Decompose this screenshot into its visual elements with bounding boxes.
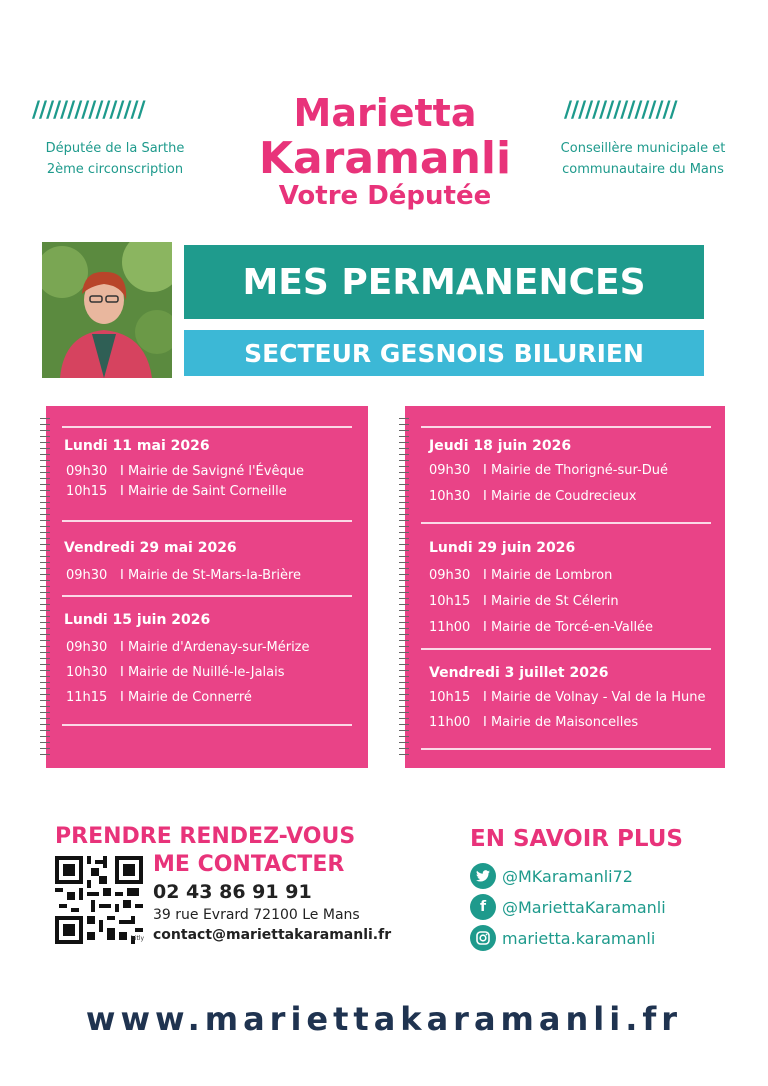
appointment-time: 10h15 (429, 690, 471, 705)
right-slash-decoration: //////////////// (564, 98, 677, 123)
appointment-place: I Mairie de Lombron (483, 568, 613, 583)
appointment-time: 09h30 (429, 568, 471, 583)
divider (62, 520, 352, 522)
right-schedule-card (405, 406, 725, 768)
banner-subtitle: SECTEUR GESNOIS BILURIEN (184, 330, 704, 376)
appointment-place: I Mairie de Nuillé-le-Jalais (120, 665, 285, 680)
appointment-time: 09h30 (66, 464, 108, 479)
appointment-row (429, 463, 668, 478)
twitter-link[interactable] (470, 863, 633, 889)
appointment-row (66, 665, 285, 680)
right-subtitle-line1: Conseillère municipale et (560, 141, 726, 156)
day-heading: Vendredi 29 mai 2026 (64, 540, 237, 556)
appointment-place: I Mairie de Coudrecieux (483, 489, 637, 504)
appointment-row (429, 594, 619, 609)
more-info-heading: EN SAVOIR PLUS (470, 826, 683, 852)
appointment-time: 10h15 (429, 594, 471, 609)
website-link[interactable]: www.mariettakaramanli.fr (85, 1000, 683, 1038)
appointment-time: 09h30 (66, 568, 108, 583)
appointment-row (429, 620, 653, 635)
appointment-place: I Mairie de St-Mars-la-Brière (120, 568, 301, 583)
left-subtitle-line2: 2ème circonscription (46, 162, 184, 177)
appointment-place: I Mairie de Savigné l'Évêque (120, 464, 304, 479)
appointment-time: 10h15 (66, 484, 108, 499)
name-last: Karamanli (258, 133, 512, 184)
facebook-icon: f (470, 894, 496, 920)
day-heading: Jeudi 18 juin 2026 (429, 438, 572, 454)
spiral-binding (40, 418, 50, 758)
appointment-time: 10h30 (429, 489, 471, 504)
appointment-place: I Mairie de Torcé-en-Vallée (483, 620, 654, 635)
appointment-row (429, 489, 637, 504)
appointment-time: 11h15 (66, 690, 108, 705)
phone-number[interactable]: 02 43 86 91 91 (153, 881, 312, 903)
right-subtitle-line2: communautaire du Mans (562, 162, 724, 177)
email-link[interactable]: contact@mariettakaramanli.fr (153, 927, 392, 943)
appointment-place: I Mairie de Connerré (120, 690, 252, 705)
appointment-row (66, 690, 252, 705)
day-heading: Lundi 15 juin 2026 (64, 612, 211, 628)
appointment-place: I Mairie de Maisoncelles (483, 715, 639, 730)
right-subtitle (548, 138, 738, 180)
appointment-place: I Mairie de Thorigné-sur-Dué (483, 463, 668, 478)
qr-code-graphic (55, 856, 143, 944)
day-heading: Vendredi 3 juillet 2026 (429, 665, 609, 681)
divider (421, 522, 711, 524)
appointment-time: 11h00 (429, 620, 471, 635)
divider (421, 426, 711, 428)
appointment-row (66, 568, 301, 583)
postal-address: 39 rue Evrard 72100 Le Mans (153, 907, 360, 923)
appointment-place: I Mairie d'Ardenay-sur-Mérize (120, 640, 310, 655)
twitter-handle: @MKaramanli72 (502, 866, 633, 886)
appointment-time: 10h30 (66, 665, 108, 680)
instagram-icon (470, 925, 496, 951)
divider (62, 595, 352, 597)
appointment-time: 09h30 (429, 463, 471, 478)
appointment-place: I Mairie de St Célerin (483, 594, 619, 609)
left-schedule-card (46, 406, 368, 768)
appointment-time: 09h30 (66, 640, 108, 655)
appointment-time: 11h00 (429, 715, 471, 730)
appointment-place: I Mairie de Volnay - Val de la Hune (483, 690, 706, 705)
divider (421, 648, 711, 650)
divider (421, 748, 711, 750)
contact-heading: ME CONTACTER (153, 852, 345, 877)
facebook-handle: @MariettaKaramanli (502, 897, 666, 917)
appointment-heading: PRENDRE RENDEZ-VOUS (55, 824, 356, 849)
appointment-row (66, 640, 310, 655)
divider (62, 426, 352, 428)
facebook-link[interactable] (470, 894, 666, 920)
instagram-handle: marietta.karamanli (502, 928, 656, 948)
day-heading: Lundi 29 juin 2026 (429, 540, 576, 556)
spiral-binding (399, 418, 409, 758)
appointment-place: I Mairie de Saint Corneille (120, 484, 287, 499)
banner-title: MES PERMANENCES (184, 245, 704, 319)
qr-caption: bitly (131, 935, 145, 942)
day-heading: Lundi 11 mai 2026 (64, 438, 210, 454)
twitter-icon (470, 863, 496, 889)
appointment-row (429, 715, 638, 730)
name-first: Marietta (293, 91, 477, 135)
title-block (200, 90, 570, 210)
left-slash-decoration: //////////////// (32, 98, 145, 123)
instagram-link[interactable] (470, 925, 655, 951)
left-subtitle-line1: Députée de la Sarthe (45, 141, 185, 156)
portrait-illustration (42, 242, 172, 378)
divider (62, 724, 352, 726)
tagline: Votre Députée (278, 181, 492, 211)
appointment-row (66, 484, 287, 499)
left-subtitle (30, 138, 200, 180)
appointment-row (66, 464, 304, 479)
qr-code[interactable] (55, 856, 143, 944)
appointment-row (429, 690, 705, 705)
portrait-photo (42, 242, 172, 378)
appointment-row (429, 568, 612, 583)
